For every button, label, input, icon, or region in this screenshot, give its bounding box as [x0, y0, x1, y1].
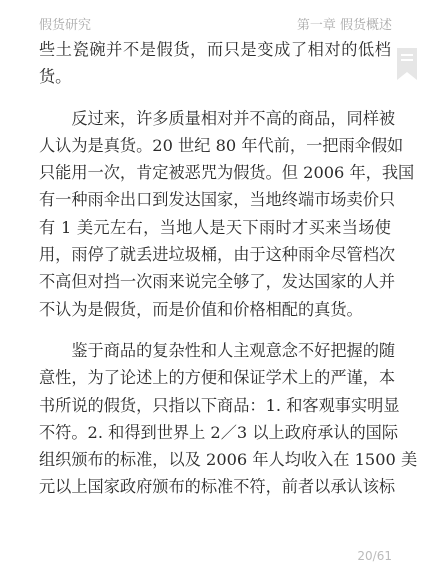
text-line: 用，雨停了就丢进垃圾桶，由于这种雨伞尽管档次: [39, 245, 396, 265]
paragraph-2: [39, 105, 415, 323]
text-line: 不符。2. 和得到世界上 2／3 以上政府承认的国际: [39, 422, 399, 442]
text-line: 鉴于商品的复杂性和人主观意念不好把握的随: [39, 340, 396, 360]
text-line: 不认为是假货，而是价值和价格相配的真货。: [39, 299, 363, 319]
text-line: 货。: [39, 67, 72, 87]
text-line: 元以上国家政府颁布的标准不符，前者以承认该标: [39, 477, 396, 497]
text-line: 些土瓷碗并不是假货，而只是变成了相对的低档: [39, 40, 391, 59]
paragraph-1: [39, 36, 391, 91]
text-line: 有 1 美元左右，当地人是天下雨时才买来当场使: [39, 217, 391, 237]
bookmark-icon[interactable]: [397, 48, 417, 80]
bookmark-icon-shape: [397, 48, 417, 80]
text-line: 不高但对挡一次雨来说完全够了，发达国家的人并: [39, 272, 396, 292]
text-line: 书所说的假货，只指以下商品：1. 和客观事实明显: [39, 395, 400, 415]
paragraph-3: [39, 337, 418, 501]
text-line: 人认为是真货。20 世纪 80 年代前，一把雨伞假如: [39, 135, 404, 155]
chapter-title: 第一章 假货概述: [296, 18, 392, 33]
book-text: [39, 36, 418, 501]
text-line: 意性，为了论述上的方便和保证学术上的严谨，本: [39, 368, 396, 388]
book-title: 假货研究: [39, 18, 92, 33]
text-line: 组织颁布的标准，以及 2006 年人均收入在 1500 美: [39, 450, 418, 470]
text-line: 反过来，许多质量相对并不高的商品，同样被: [39, 108, 396, 128]
page-indicator: 20/61: [357, 549, 392, 563]
text-line: 只能用一次，肯定被恶咒为假货。但 2006 年，我国: [39, 163, 415, 183]
text-line: 有一种雨伞出口到发达国家，当地终端市场卖价只: [39, 190, 396, 210]
page-header: [0, 0, 431, 40]
